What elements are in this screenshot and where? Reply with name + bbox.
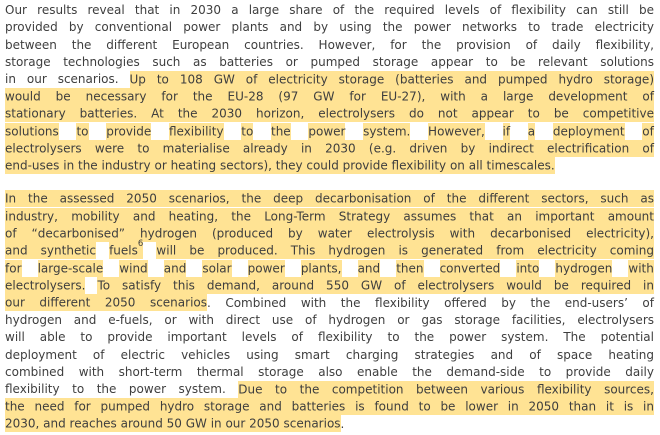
highlighted-text: end-uses in the industry or heating sectors), they could provide flexibility on all timescales. xyxy=(5,158,555,173)
highlighted-text: Due to the competition between various flexibility sources, xyxy=(238,382,654,397)
highlighted-text: industry, mobility and heating, the Long-Term Strategy assumes that an important amount xyxy=(5,209,654,224)
text-line xyxy=(5,158,654,175)
body-text xyxy=(96,244,109,258)
text-line xyxy=(5,88,654,105)
body-text xyxy=(143,244,156,258)
highlighted-text: the xyxy=(270,124,291,139)
highlighted-text: large-scale xyxy=(37,261,104,276)
text-line xyxy=(5,381,654,398)
body-text: combined with short-term thermal storage also enable the demand-side to provide daily xyxy=(5,364,654,379)
highlighted-text: with xyxy=(628,261,654,276)
text-line xyxy=(5,238,654,260)
highlighted-text: deployment xyxy=(552,124,625,139)
text-line xyxy=(5,260,654,277)
text-line xyxy=(5,399,654,416)
highlighted-text: converted xyxy=(439,261,501,276)
body-text: . Combined with the flexibility offered by the end-users’ of xyxy=(207,295,654,310)
highlighted-text: However, xyxy=(428,124,485,139)
highlighted-text: solutions xyxy=(5,124,59,139)
highlighted-text: our different 2050 scenarios xyxy=(5,295,207,310)
text-line xyxy=(5,191,654,208)
text-line xyxy=(5,329,654,346)
body-text: storage technologies such as batteries or pumped storage appear to be relevant solutions xyxy=(5,54,654,69)
text-line xyxy=(5,295,654,312)
body-text: Our results reveal that in 2030 a large share of the required levels of flexibility can still be xyxy=(5,3,654,17)
highlighted-text: stationary batteries. At the 2030 horizon, electrolysers do not appear to be competitive xyxy=(5,106,654,121)
body-text: flexibility to the power system. xyxy=(5,382,239,397)
highlighted-text: power xyxy=(308,124,346,139)
text-line xyxy=(5,347,654,364)
text-line xyxy=(5,123,654,140)
highlighted-text: provide xyxy=(106,124,152,139)
highlighted-text: of xyxy=(642,124,654,139)
highlighted-text: will be produced. This hydrogen is generated from electricity coming xyxy=(156,243,654,258)
body-text: provided by conventional power plants and by using the power networks to trade electricity xyxy=(5,20,654,35)
highlighted-text: electrolysers. xyxy=(5,278,86,293)
text-line xyxy=(5,140,654,157)
text-line xyxy=(5,106,654,123)
text-line xyxy=(5,364,654,381)
highlighted-text: hydrogen xyxy=(555,261,613,276)
highlighted-text: plants, xyxy=(300,261,342,276)
body-text: in our scenarios. xyxy=(5,72,130,87)
highlighted-text: system. xyxy=(363,124,411,139)
highlighted-text: electrolysers were to materialise already in 2030 (e.g. driven by indirect electrification of xyxy=(5,141,654,156)
highlighted-text: flexibility xyxy=(168,124,224,139)
body-text: deployment of electric vehicles using smart charging strategies and of space heating xyxy=(5,347,654,362)
highlighted-text: To satisfy this demand, around 550 GW of electrolysers would be required in xyxy=(97,278,654,293)
text-line xyxy=(5,312,654,329)
text-line xyxy=(5,54,654,71)
highlighted-text: solar xyxy=(202,261,232,276)
text-line xyxy=(5,37,654,54)
paragraph xyxy=(5,2,654,175)
body-text: . xyxy=(340,416,345,431)
highlighted-text: if xyxy=(502,124,511,139)
highlighted-text: a xyxy=(527,124,536,139)
highlighted-text: to xyxy=(76,124,89,139)
highlighted-text: and synthetic xyxy=(5,243,96,258)
body-text: hydrogen and e-fuels, or with direct use of hydrogen or gas storage facilities, electrolysers xyxy=(5,313,654,328)
highlighted-text: of “decarbonised” hydrogen (produced by water electrolysis with decarbonised electricity), xyxy=(5,226,654,241)
text-line xyxy=(5,208,654,225)
body-text: between the different European countries. However, for the provision of daily flexibility, xyxy=(5,37,654,52)
text-line xyxy=(5,277,654,294)
text-line xyxy=(5,2,654,19)
highlighted-text: to xyxy=(241,124,254,139)
highlighted-text: 2030, and reaches around 50 GW in our 2050 scenarios xyxy=(5,416,341,431)
text-line xyxy=(5,416,654,433)
highlighted-text: fuels$^6$ xyxy=(109,238,144,258)
highlighted-text: and xyxy=(163,261,187,276)
footnote-reference: 6 xyxy=(137,238,144,249)
highlighted-text: would be necessary for the EU-28 (97 GW for EU-27), with a large development of xyxy=(5,89,654,104)
highlighted-text: for xyxy=(5,261,22,276)
paragraph xyxy=(5,191,654,433)
highlighted-text: In the assessed 2050 scenarios, the deep decarbonisation of the different sectors, such as xyxy=(5,191,654,206)
text-line xyxy=(5,19,654,36)
highlighted-text: then xyxy=(396,261,424,276)
body-text: will able to provide important levels of flexibility to the power system. The potential xyxy=(5,330,654,345)
highlighted-text: Up to 108 GW of electricity storage (batteries and pumped hydro storage) xyxy=(129,72,654,87)
highlighted-text: the need for pumped hydro storage and batteries is found to be lower in 2050 than it is in xyxy=(5,399,654,414)
highlighted-text: wind xyxy=(119,261,148,276)
text-line xyxy=(5,71,654,88)
highlighted-text: into xyxy=(516,261,540,276)
highlighted-text: and xyxy=(357,261,381,276)
highlighted-text: power xyxy=(247,261,285,276)
body-text xyxy=(85,278,97,292)
text-line xyxy=(5,226,654,243)
